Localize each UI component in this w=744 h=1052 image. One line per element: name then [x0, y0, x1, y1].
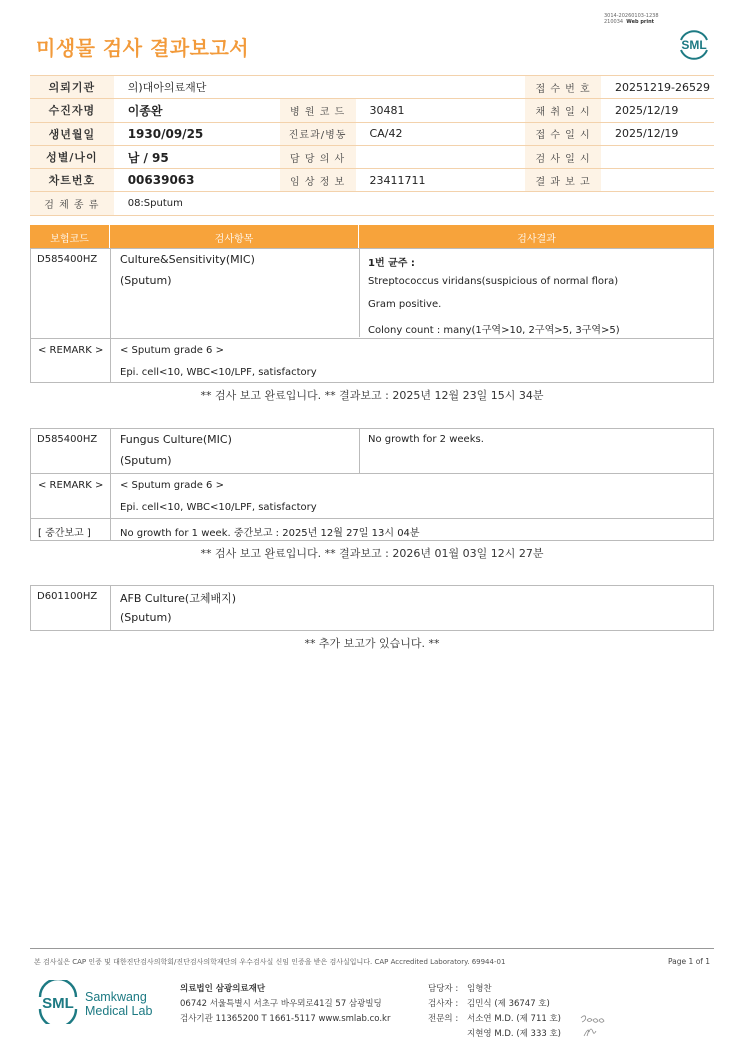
test-item-name: Fungus Culture(MIC) [120, 433, 232, 446]
footer-brand [85, 990, 152, 1018]
footer-divider [30, 948, 714, 949]
remark-label: < REMARK > [38, 480, 104, 491]
divider [110, 429, 111, 540]
label-requesting-org: 의뢰기관 [30, 76, 114, 99]
label-test-date: 검 사 일 시 [525, 145, 601, 168]
label-clinical-info: 임 상 정 보 [280, 169, 356, 192]
logo-text: SML [681, 38, 707, 52]
staff-name: 지현영 M.D. (제 333 호) [467, 1029, 562, 1039]
interim-label: [ 중간보고 ] [38, 528, 91, 539]
label-birth-date: 생년월일 [30, 122, 114, 145]
value-patient-name: 이종완 [114, 99, 280, 122]
divider [31, 518, 713, 519]
value-receipt-date: 2025/12/19 [601, 122, 714, 145]
label-doctor: 담 당 의 사 [280, 145, 356, 168]
logo-text: SML [42, 995, 74, 1012]
test-item-name: AFB Culture(고체배지) [120, 592, 237, 605]
label-patient-name: 수진자명 [30, 99, 114, 122]
result-line: No growth for 2 weeks. [368, 434, 484, 445]
info-row [30, 76, 714, 99]
column-test-item: 검사항목 [214, 234, 254, 245]
additional-report-note: ** 추가 보고가 있습니다. ** [304, 637, 440, 650]
print-meta-line1: 3014-20260103-1238 [604, 13, 659, 19]
page-number: Page 1 of 1 [668, 957, 711, 966]
remark-line: < Sputum grade 6 > [120, 345, 224, 356]
value-birth-date: 1930/09/25 [114, 122, 280, 145]
results-column-header [30, 225, 714, 248]
remark-label: < REMARK > [38, 345, 104, 356]
label-specimen-type: 검 체 종 류 [30, 192, 114, 215]
staff-role: 검사자 : [428, 999, 459, 1009]
value-hospital-code: 30481 [356, 99, 526, 122]
test-code: D601100HZ [37, 591, 98, 602]
report-complete-note: ** 검사 보고 완료입니다. ** 결과보고 : 2025년 12월 23일 15시 34분 [200, 389, 544, 402]
result-line: 1번 균주 : [368, 258, 415, 269]
staff-name: 임형찬 [467, 984, 492, 994]
staff-name: 서소연 M.D. (제 711 호) [467, 1014, 562, 1024]
interim-report: No growth for 1 week. 중간보고 : 2025년 12월 27일 13시 04분 [120, 528, 420, 539]
sml-footer-logo-icon [36, 980, 80, 1024]
info-row [30, 192, 714, 215]
signature-image [578, 1010, 608, 1040]
divider [31, 473, 713, 474]
report-complete-note: ** 검사 보고 완료입니다. ** 결과보고 : 2026년 01월 03일 12시 27분 [200, 547, 544, 560]
value-sex-age: 남 / 95 [114, 145, 280, 168]
org-address: 06742 서울특별시 서초구 바우뫼로41길 57 삼광빌딩 [180, 999, 382, 1009]
test-block-fungus [30, 428, 714, 541]
divider [110, 586, 111, 630]
value-department: CA/42 [356, 122, 526, 145]
remark-line: Epi. cell<10, WBC<10/LPF, satisfactory [120, 367, 317, 378]
staff-role: 담당자 : [428, 984, 459, 994]
value-doctor [356, 145, 526, 168]
brand-line2: Medical Lab [85, 1004, 153, 1018]
staff-name: 김민식 (제 36747 호) [467, 999, 550, 1009]
value-receipt-no: 20251219-26529 [601, 76, 714, 99]
sml-logo-icon [676, 26, 712, 62]
page-title: 미생물 검사 결과보고서 [36, 36, 250, 60]
brand-line1: Samkwang [85, 990, 147, 1004]
value-clinical-info: 23411711 [356, 169, 526, 192]
value-test-date [601, 145, 714, 168]
web-print-label: Web print [626, 19, 655, 25]
org-contact: 검사기관 11365200 T 1661-5117 www.smlab.co.kr [180, 1014, 391, 1024]
value-requesting-org: 의)대아의료재단 [114, 76, 525, 99]
test-block-afb [30, 585, 714, 631]
certification-note: 본 검사실은 CAP 인증 및 대한진단검사의학회/진단검사의학재단의 우수검사실 신임 인증을 받은 검사실입니다. CAP Accredited Laboratory. 69944-01 [34, 958, 506, 966]
info-row [30, 145, 714, 168]
divider [31, 338, 713, 339]
info-row [30, 122, 714, 145]
test-specimen: (Sputum) [120, 454, 172, 467]
test-block-culture [30, 248, 714, 383]
result-line: Colony count : many(1구역>10, 2구역>5, 3구역>5) [368, 325, 620, 336]
test-code: D585400HZ [37, 254, 98, 265]
patient-info-table [30, 75, 714, 216]
test-specimen: (Sputum) [120, 611, 172, 624]
info-row [30, 169, 714, 192]
remark-line: < Sputum grade 6 > [120, 480, 224, 491]
value-chart-no: 00639063 [114, 169, 280, 192]
print-meta [604, 13, 659, 25]
value-specimen-type: 08:Sputum [114, 192, 714, 215]
divider [359, 249, 360, 337]
result-line: Gram positive. [368, 299, 442, 310]
result-line: Streptococcus viridans(suspicious of normal flora) [368, 276, 619, 287]
org-name: 의료법인 삼광의료재단 [180, 984, 266, 994]
value-collection-date: 2025/12/19 [601, 99, 714, 122]
label-department: 진료과/병동 [280, 122, 356, 145]
label-collection-date: 채 취 일 시 [525, 99, 601, 122]
column-test-result: 검사결과 [517, 234, 556, 245]
label-chart-no: 차트번호 [30, 169, 114, 192]
test-item-name: Culture&Sensitivity(MIC) [120, 253, 255, 266]
label-receipt-date: 접 수 일 시 [525, 122, 601, 145]
value-result-report [601, 169, 714, 192]
print-meta-line2: 210034 [604, 19, 624, 25]
label-sex-age: 성별/나이 [30, 145, 114, 168]
column-insurance-code: 보험코드 [50, 234, 89, 245]
test-code: D585400HZ [37, 434, 98, 445]
divider [359, 429, 360, 473]
test-specimen: (Sputum) [120, 274, 172, 287]
label-result-report: 결 과 보 고 [525, 169, 601, 192]
staff-role: 전문의 : [428, 1014, 459, 1024]
label-hospital-code: 병 원 코 드 [280, 99, 356, 122]
info-row [30, 99, 714, 122]
divider [110, 249, 111, 382]
label-receipt-no: 접 수 번 호 [525, 76, 601, 99]
remark-line: Epi. cell<10, WBC<10/LPF, satisfactory [120, 502, 317, 513]
